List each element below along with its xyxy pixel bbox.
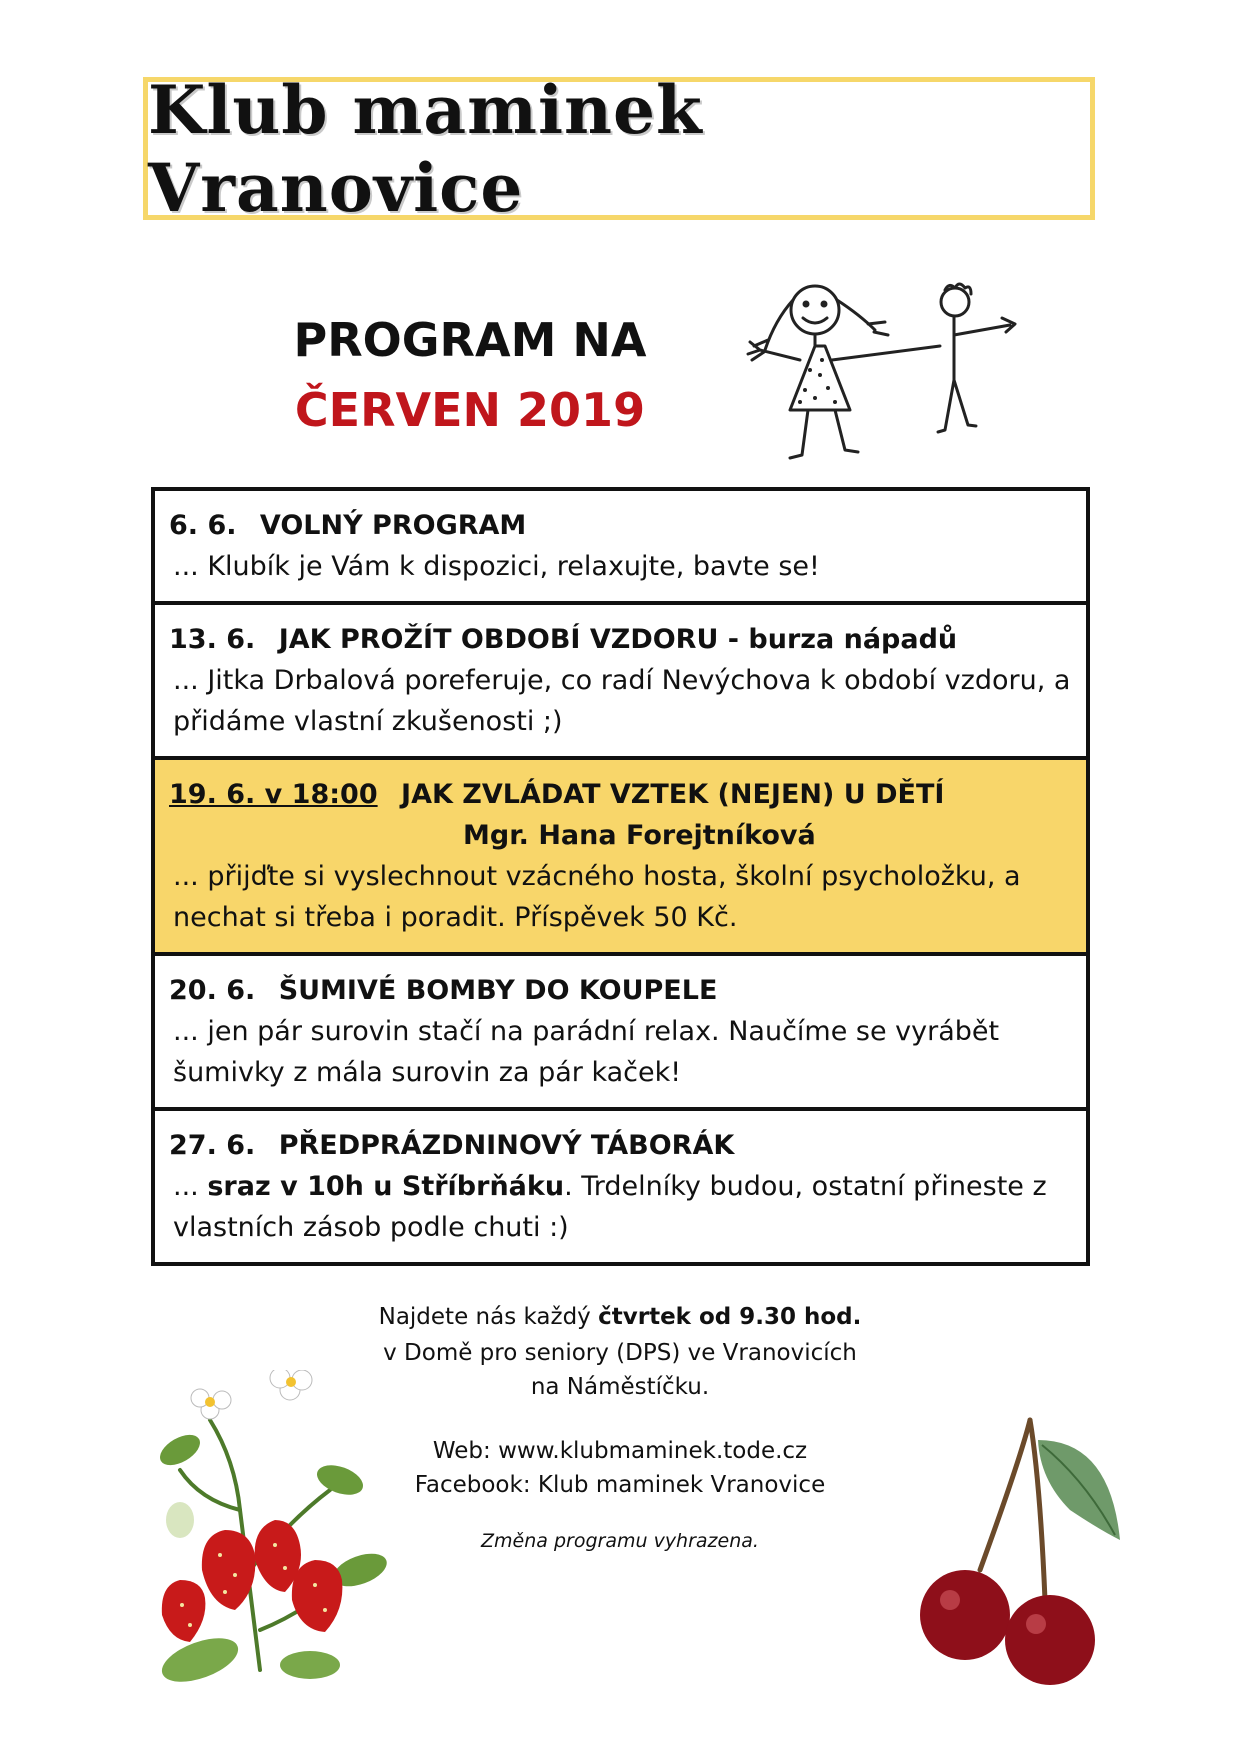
child-drawing-icon: [740, 280, 1030, 470]
event-title: ŠUMIVÉ BOMBY DO KOUPELE: [278, 975, 718, 1006]
event-title: JAK PROŽÍT OBDOBÍ VZDORU - burza nápadů: [278, 624, 958, 655]
event-row: [155, 956, 1086, 1111]
meeting-place-detail: na Náměstíčku.: [530, 1374, 710, 1400]
event-date: 13. 6.: [169, 624, 256, 655]
meeting-place: v Domě pro seniory (DPS) ve Vranovicích: [383, 1340, 857, 1366]
cherries-icon: [870, 1400, 1140, 1700]
event-row: [155, 491, 1086, 605]
event-date-time: 19. 6. v 18:00: [169, 779, 378, 810]
club-title: Klub maminek Vranovice: [148, 70, 703, 227]
event-description: ... Jitka Drbalová poreferuje, co radí Nevýchova k období vzdoru, a přidáme vlastní zkušenosti ;): [173, 665, 1071, 737]
event-title: JAK ZVLÁDAT VZTEK (NEJEN) U DĚTÍ: [401, 779, 945, 810]
program-heading: PROGRAM NA: [293, 313, 647, 367]
facebook-link[interactable]: Facebook: Klub maminek Vranovice: [414, 1472, 826, 1498]
header-banner: [143, 70, 1095, 227]
event-row: [155, 605, 1086, 760]
event-row: [155, 1111, 1086, 1262]
event-description: ... přijďte si vyslechnout vzácného hosta, školní psycholožku, a nechat si třeba i poradit. Příspěvek 50 Kč.: [173, 861, 1021, 933]
event-description: ... jen pár surovin stačí na parádní relax. Naučíme se vyrábět šumivky z mála surovin za pár kaček!: [173, 1016, 1000, 1088]
meeting-time: Najdete nás každý čtvrtek od 9.30 hod.: [378, 1304, 862, 1330]
event-title: PŘEDPRÁZDNINOVÝ TÁBORÁK: [278, 1130, 735, 1161]
event-date: 6. 6.: [169, 510, 237, 541]
program-table: [151, 487, 1090, 1266]
event-description: ... Klubík je Vám k dispozici, relaxujte, bavte se!: [173, 551, 820, 582]
event-title: VOLNÝ PROGRAM: [259, 510, 527, 541]
event-speaker: Mgr. Hana Forejtníková: [463, 820, 816, 851]
event-description: ... sraz v 10h u Stříbrňáku. Trdelníky budou, ostatní přineste z vlastních zásob podle chuti :): [173, 1171, 1047, 1243]
strawberry-plant-icon: [140, 1370, 400, 1690]
event-date: 27. 6.: [169, 1130, 256, 1161]
event-date: 20. 6.: [169, 975, 256, 1006]
event-row-highlighted: [155, 760, 1086, 956]
website-link[interactable]: Web: www.klubmaminek.tode.cz: [432, 1438, 808, 1464]
meeting-point: sraz v 10h u Stříbrňáku: [207, 1171, 565, 1202]
program-month: ČERVEN 2019: [294, 383, 646, 437]
disclaimer: Změna programu vyhrazena.: [481, 1530, 759, 1552]
